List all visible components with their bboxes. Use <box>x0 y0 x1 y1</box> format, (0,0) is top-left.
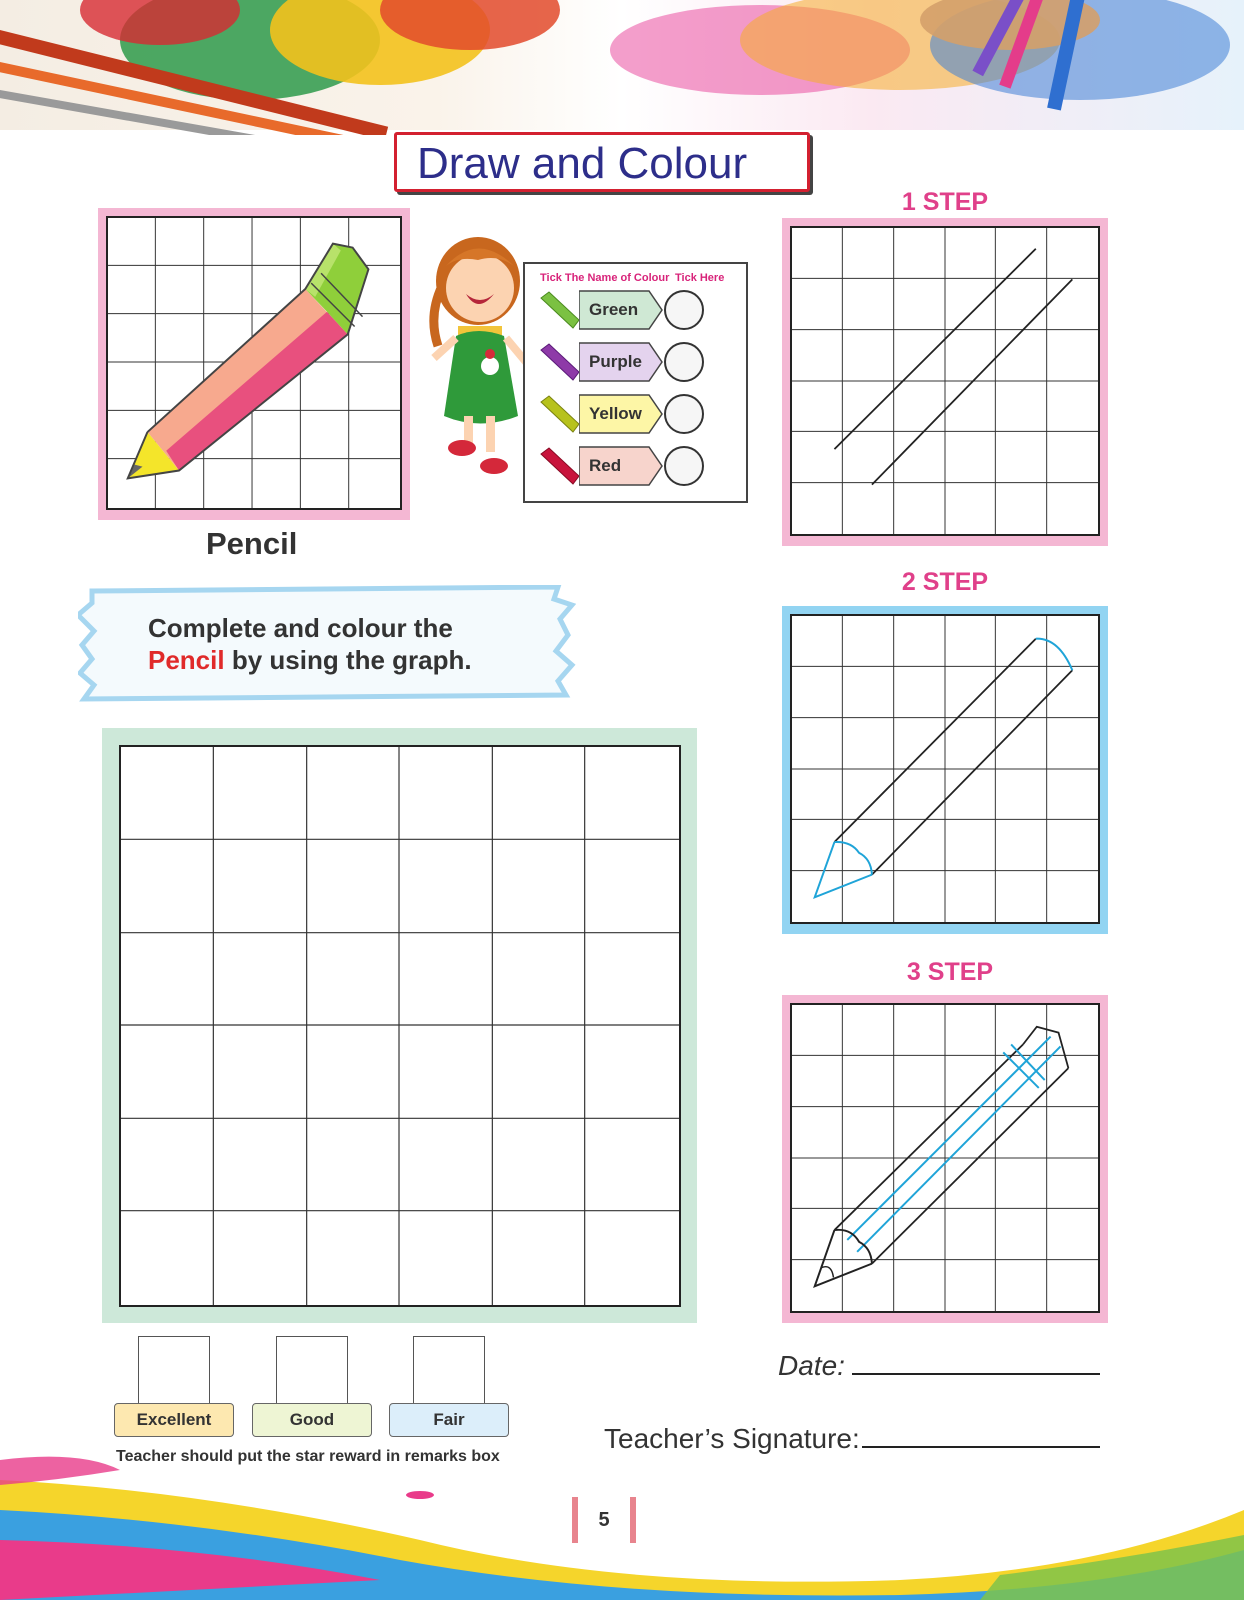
remark-box-excellent[interactable] <box>138 1336 210 1404</box>
step-1-label: 1 STEP <box>901 188 989 216</box>
model-pencil-grid <box>106 216 402 510</box>
page-number: 5 <box>598 1509 610 1531</box>
colored-pencil-drawing <box>128 244 369 479</box>
signature-label: Teacher’s Signature: <box>604 1423 860 1454</box>
tick-circle-green[interactable] <box>664 290 704 330</box>
remark-box-good[interactable] <box>276 1336 348 1404</box>
page-title <box>394 132 810 192</box>
step-1-frame <box>782 218 1108 546</box>
model-pencil-frame <box>98 208 410 520</box>
header-banner <box>0 0 1244 135</box>
colour-name: Purple <box>589 352 642 371</box>
crayon-icon <box>539 290 583 330</box>
tick-circle-red[interactable] <box>664 446 704 486</box>
remarks-note: Teacher should put the star reward in remarks box <box>116 1448 500 1465</box>
step-2-grid <box>790 614 1100 924</box>
colour-table-header-name: Tick The Name of Colour <box>540 272 670 284</box>
instruction-line1: Complete and colour the <box>148 613 453 643</box>
page-number-tab <box>572 1497 636 1543</box>
date-label: Date: <box>778 1350 845 1381</box>
remark-box-fair[interactable] <box>413 1336 485 1404</box>
instruction-box <box>78 585 576 703</box>
crayon-icon <box>539 394 583 434</box>
colour-row-red <box>539 446 709 486</box>
colour-row-purple <box>539 342 709 382</box>
step-3-label: 3 STEP <box>906 958 994 986</box>
step-2-frame <box>782 606 1108 934</box>
remark-label-fair: Fair <box>389 1403 509 1437</box>
step-3-frame <box>782 995 1108 1323</box>
step-1-grid <box>790 226 1100 536</box>
date-line[interactable] <box>852 1373 1100 1375</box>
model-caption: Pencil <box>206 526 298 561</box>
page-title-text: Draw and Colour <box>417 139 748 188</box>
colour-table-header-tick: Tick Here <box>675 272 725 284</box>
instruction-rest: by using the graph. <box>224 645 472 675</box>
colour-row-green <box>539 290 709 330</box>
step-2-label: 2 STEP <box>901 568 989 596</box>
colour-name: Yellow <box>589 404 642 423</box>
colour-name: Green <box>589 300 639 319</box>
colour-tick-table <box>523 262 748 503</box>
colour-row-yellow <box>539 394 709 434</box>
tick-circle-yellow[interactable] <box>664 394 704 434</box>
step-3-grid <box>790 1003 1100 1313</box>
crayon-icon <box>539 446 583 486</box>
remark-label-excellent: Excellent <box>114 1403 234 1437</box>
practice-grid[interactable] <box>119 745 681 1307</box>
crayon-icon <box>539 342 583 382</box>
practice-grid-frame <box>102 728 697 1323</box>
remark-label-good: Good <box>252 1403 372 1437</box>
instruction-highlight: Pencil <box>148 645 225 675</box>
tick-circle-purple[interactable] <box>664 342 704 382</box>
colour-name: Red <box>589 456 622 475</box>
